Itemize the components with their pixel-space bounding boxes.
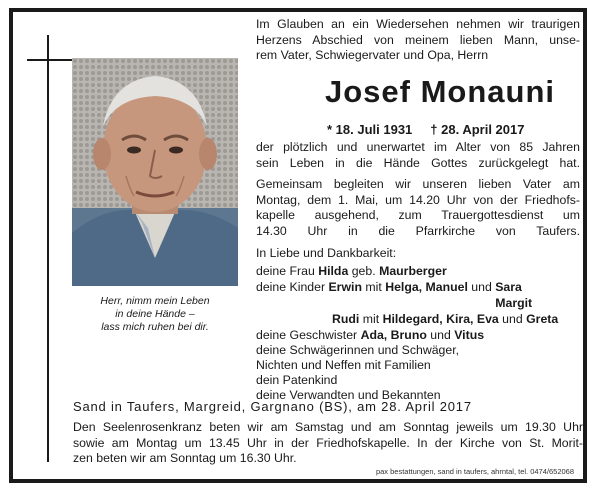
passing-line: sein Leben in die Hände Gottes zurückgelegt hat. (256, 155, 580, 170)
children-line-2 (332, 312, 558, 328)
child-erwin-family: Helga, Manuel (385, 280, 468, 294)
funeral-line: 14.30 Uhr in die Pfarrkirche von Taufers. (256, 223, 580, 238)
verse (72, 295, 238, 334)
child-sara-margit: Sara Margit (495, 280, 533, 310)
verse-line: lass mich ruhen bei dir. (101, 321, 209, 333)
other-mourner: Nichten und Neffen mit Familien (256, 358, 431, 372)
deceased-name: Josef Monauni (324, 74, 555, 109)
funeral-line: Montag, dem 1. Mai, um 14.20 Uhr von der Friedhofs- (256, 192, 580, 207)
mourners-intro: In Liebe und Dankbarkeit: (256, 246, 397, 260)
other-mourner: deine Verwandten und Bekannten (256, 388, 441, 402)
life-dates (327, 122, 524, 137)
wife-mid: geb. (348, 264, 380, 278)
birth-date: * 18. Juli 1931 (327, 122, 413, 137)
children-line (256, 280, 541, 311)
rosary-line: Den Seelenrosenkranz beten wir am Samstag und am Sonntag jeweils um 19.30 Uhr (73, 420, 583, 434)
place-and-date: Sand in Taufers, Margreid, Gargnano (BS), am 28. April 2017 (73, 399, 472, 414)
verse-line: in deine Hände – (115, 308, 195, 320)
connector: und (426, 328, 455, 342)
cross-icon-vertical (47, 35, 49, 462)
child-rudi: Rudi (332, 312, 360, 326)
portrait-photo (72, 58, 238, 286)
siblings-names: Ada, Bruno (360, 328, 427, 342)
other-mourner: dein Patenkind (256, 373, 338, 387)
rosary-line: sowie am Montag um 13.45 Uhr in der Friedhofskapelle. In der Kirche von St. Morit- (73, 435, 583, 450)
intro-line: Herzens Abschied von meinem lieben Mann, unse- (256, 32, 580, 47)
wife-line (256, 264, 447, 280)
funeral-line: Gemeinsam begleiten wir unseren lieben Vater am (256, 177, 580, 191)
intro-line: rem Vater, Schwiegervater und Opa, Herrn (256, 48, 489, 63)
verse-line: Herr, nimm mein Leben (100, 295, 210, 307)
passing-line: der plötzlich und unerwartet im Alter von 85 Jahren (256, 140, 580, 154)
connector: und (498, 312, 527, 326)
child-erwin: Erwin (328, 280, 362, 294)
cross-icon-horizontal (27, 59, 73, 61)
death-date: † 28. April 2017 (430, 122, 525, 137)
child-greta: Greta (526, 312, 559, 326)
other-mourner: deine Schwägerinnen und Schwäger, (256, 343, 460, 357)
portrait-illustration (72, 58, 238, 286)
child-rudi-family: Hildegard, Kira, Eva (382, 312, 499, 326)
rosary-line: zen beten wir am Sonntag um 16.30 Uhr. (73, 451, 297, 466)
intro-line: Im Glauben an ein Wiedersehen nehmen wir traurigen (256, 17, 580, 31)
connector: und (467, 280, 496, 294)
rosary-text (73, 420, 583, 467)
connector: mit (361, 280, 386, 294)
intro-text (256, 17, 580, 64)
funeral-text (256, 177, 580, 239)
connector: mit (359, 312, 383, 326)
wife-maiden-name: Maurberger (379, 264, 447, 278)
passing-text (256, 140, 580, 171)
obituary-card (9, 8, 587, 483)
wife-name: Hilda (318, 264, 349, 278)
funeral-home-credit: pax bestattungen, sand in taufers, ahrntal, tel. 0474/652068 (375, 467, 574, 476)
wife-prefix: deine Frau (256, 264, 319, 278)
children-prefix: deine Kinder (256, 280, 329, 294)
siblings-line (256, 328, 484, 344)
siblings-prefix: deine Geschwister (256, 328, 361, 342)
sibling-vitus: Vitus (454, 328, 485, 342)
funeral-line: kapelle ausgehend, zum Trauergottesdienst um (256, 208, 580, 223)
